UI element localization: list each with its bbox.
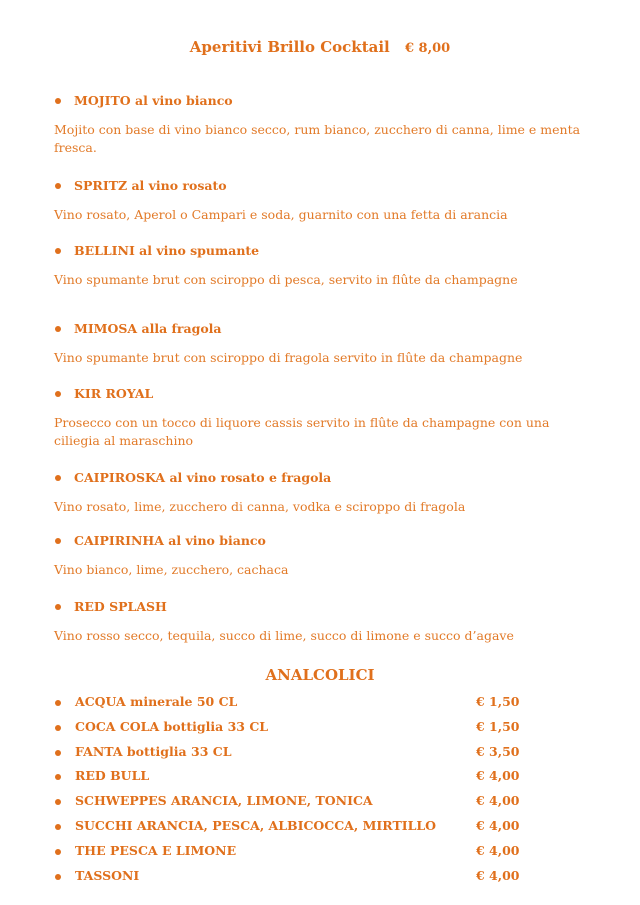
drink-name: TASSONI: [75, 867, 140, 883]
drink-name: ACQUA minerale 50 CL: [75, 694, 238, 709]
drink-name: COCA COLA bottiglia 33 CL: [75, 718, 269, 734]
drink-name: FANTA bottiglia 33 CL: [75, 743, 232, 759]
cocktail-item: [54, 599, 594, 645]
cocktail-description: Vino rosato, Aperol o Campari e soda, guarnito con una fetta di arancia: [54, 207, 508, 222]
list-item: [54, 868, 534, 893]
menu-title: [0, 38, 640, 56]
drink-name: SCHWEPPES ARANCIA, LIMONE, TONICA: [75, 793, 373, 809]
cocktail-description: Vino bianco, lime, zucchero, cachaca: [54, 562, 289, 577]
cocktail-description: Mojito con base di vino bianco secco, rum bianco, zucchero di canna, lime e menta fresca.: [54, 122, 581, 155]
cocktail-name: MIMOSA alla fragola: [54, 321, 594, 336]
list-item: [54, 818, 534, 843]
section-title-analcolici: ANALCOLICI: [265, 666, 375, 684]
cocktail-item: [54, 243, 594, 289]
drink-name: RED BULL: [75, 768, 150, 784]
menu-title-price: € 8,00: [404, 41, 451, 56]
cocktail-item: [54, 321, 594, 367]
analcolici-list: [54, 694, 534, 892]
cocktail-item: [54, 386, 594, 450]
list-item: [54, 719, 534, 744]
cocktail-item: [54, 178, 594, 224]
list-item: [54, 768, 534, 793]
drink-price: € 4,00: [476, 867, 520, 883]
list-item: [54, 793, 534, 818]
drink-name: THE PESCA E LIMONE: [75, 842, 237, 858]
drink-price: € 4,00: [476, 817, 520, 833]
cocktail-description: Vino spumante brut con sciroppo di pesca, servito in flûte da champagne: [54, 272, 518, 287]
cocktail-item: [54, 533, 594, 579]
drink-price: € 3,50: [476, 743, 520, 759]
cocktail-name: CAIPIROSKA al vino rosato e fragola: [54, 470, 594, 485]
cocktail-item: [54, 93, 594, 157]
cocktail-name: BELLINI al vino spumante: [54, 243, 594, 258]
cocktail-name: KIR ROYAL: [54, 386, 594, 401]
cocktail-name: CAIPIRINHA al vino bianco: [54, 533, 594, 548]
list-item: [54, 694, 534, 719]
cocktail-name: RED SPLASH: [54, 599, 594, 614]
cocktail-name: MOJITO al vino bianco: [54, 93, 594, 108]
menu-title-text: Aperitivi Brillo Cocktail: [189, 38, 390, 56]
cocktail-name: SPRITZ al vino rosato: [54, 178, 594, 193]
drink-price: € 4,00: [476, 842, 520, 858]
cocktail-description: Vino rosso secco, tequila, succo di lime, succo di limone e succo d’agave: [54, 628, 514, 643]
drink-price: € 4,00: [476, 793, 520, 809]
cocktail-description: Prosecco con un tocco di liquore cassis servito in flûte da champagne con una ciliegia al maraschino: [54, 415, 550, 448]
drink-price: € 4,00: [476, 768, 520, 784]
drink-name: SUCCHI ARANCIA, PESCA, ALBICOCCA, MIRTILLO: [75, 817, 437, 833]
drink-price: € 1,50: [476, 694, 520, 709]
list-item: [54, 744, 534, 769]
list-item: [54, 843, 534, 868]
drink-price: € 1,50: [476, 718, 520, 734]
cocktail-description: Vino spumante brut con sciroppo di fragola servito in flûte da champagne: [54, 350, 523, 365]
cocktail-description: Vino rosato, lime, zucchero di canna, vodka e sciroppo di fragola: [54, 499, 466, 514]
cocktail-item: [54, 470, 594, 516]
